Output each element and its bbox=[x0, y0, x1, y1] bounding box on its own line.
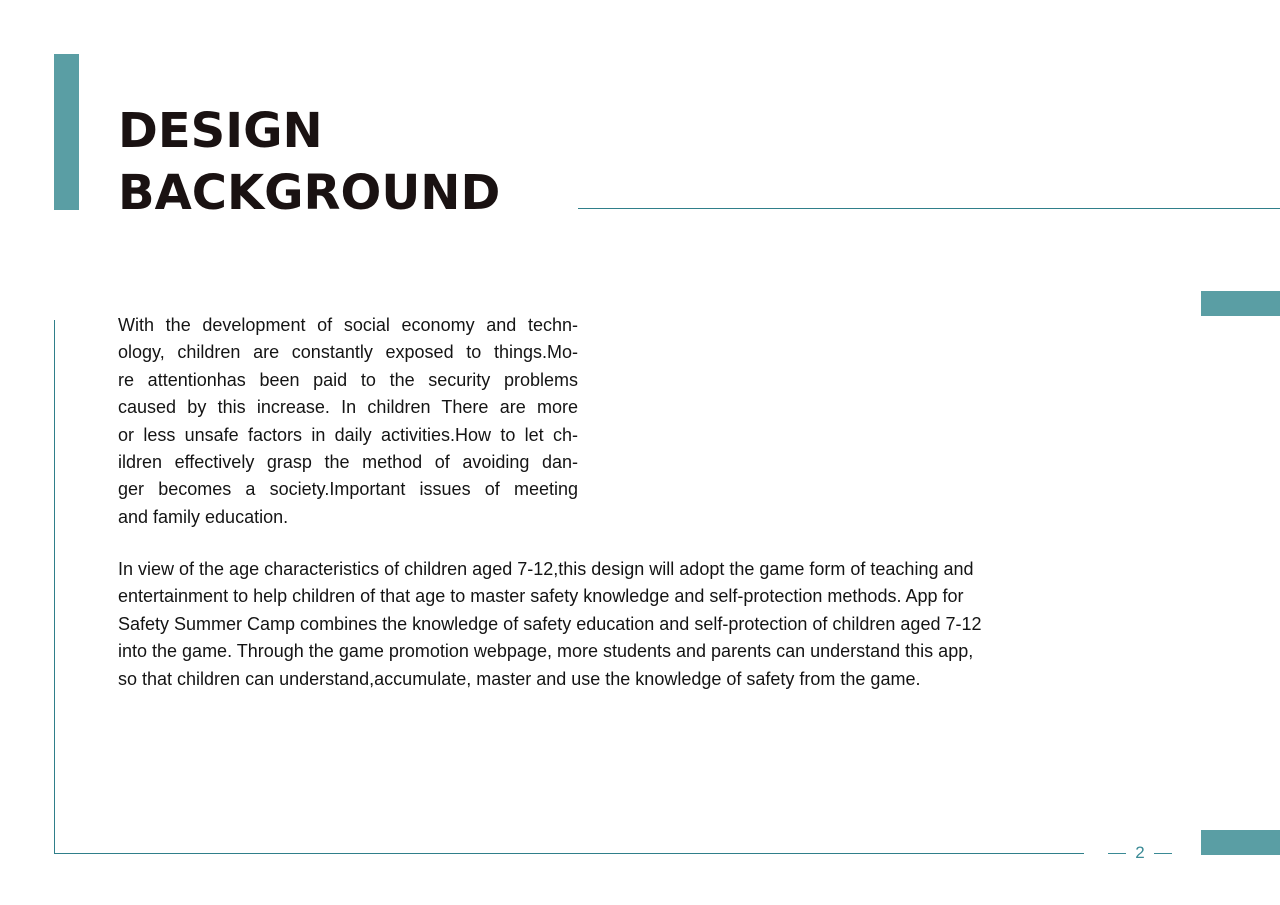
design-description-paragraph bbox=[118, 556, 982, 693]
page-number bbox=[1108, 842, 1172, 864]
accent-block-right-top bbox=[1201, 291, 1280, 316]
paragraph-line: and family education. bbox=[118, 506, 289, 527]
paragraph-line: ildren effectively grasp the method of avoiding dan- bbox=[118, 452, 578, 473]
title-line-1: DESIGN bbox=[118, 103, 323, 159]
paragraph-line: With the development of social economy and techn- bbox=[118, 315, 578, 335]
page-number-dash-left bbox=[1108, 853, 1126, 854]
accent-bar-left bbox=[54, 54, 79, 210]
paragraph-line: In view of the age characteristics of children aged 7-12,this design will adopt the game form of teaching and bbox=[118, 559, 974, 579]
title-line-2: BACKGROUND bbox=[118, 165, 501, 221]
paragraph-line: or less unsafe factors in daily activities.How to let ch- bbox=[118, 424, 578, 445]
paragraph-line: caused by this increase. In children There are more bbox=[118, 397, 578, 418]
paragraph-line: so that children can understand,accumulate, master and use the knowledge of safety from the game. bbox=[118, 668, 921, 689]
paragraph-line: ger becomes a society.Important issues of meeting bbox=[118, 479, 578, 500]
page-title bbox=[118, 100, 500, 224]
paragraph-line: entertainment to help children of that age to master safety knowledge and self-protection methods. App for bbox=[118, 586, 964, 607]
page-number-text: 2 bbox=[1135, 843, 1145, 862]
paragraph-line: Safety Summer Camp combines the knowledge of safety education and self-protection of children aged 7-12 bbox=[118, 613, 982, 634]
paragraph-line: ology, children are constantly exposed to things.Mo- bbox=[118, 342, 578, 363]
bottom-frame-line bbox=[54, 853, 1084, 854]
title-underline-rule bbox=[578, 208, 1280, 209]
paragraph-line: re attentionhas been paid to the security problems bbox=[118, 369, 578, 390]
paragraph-line: into the game. Through the game promotion webpage, more students and parents can understand this app, bbox=[118, 641, 974, 662]
intro-paragraph bbox=[118, 312, 578, 531]
accent-block-right-bottom bbox=[1201, 830, 1280, 855]
left-frame-line bbox=[54, 320, 55, 854]
page-number-dash-right bbox=[1154, 853, 1172, 854]
